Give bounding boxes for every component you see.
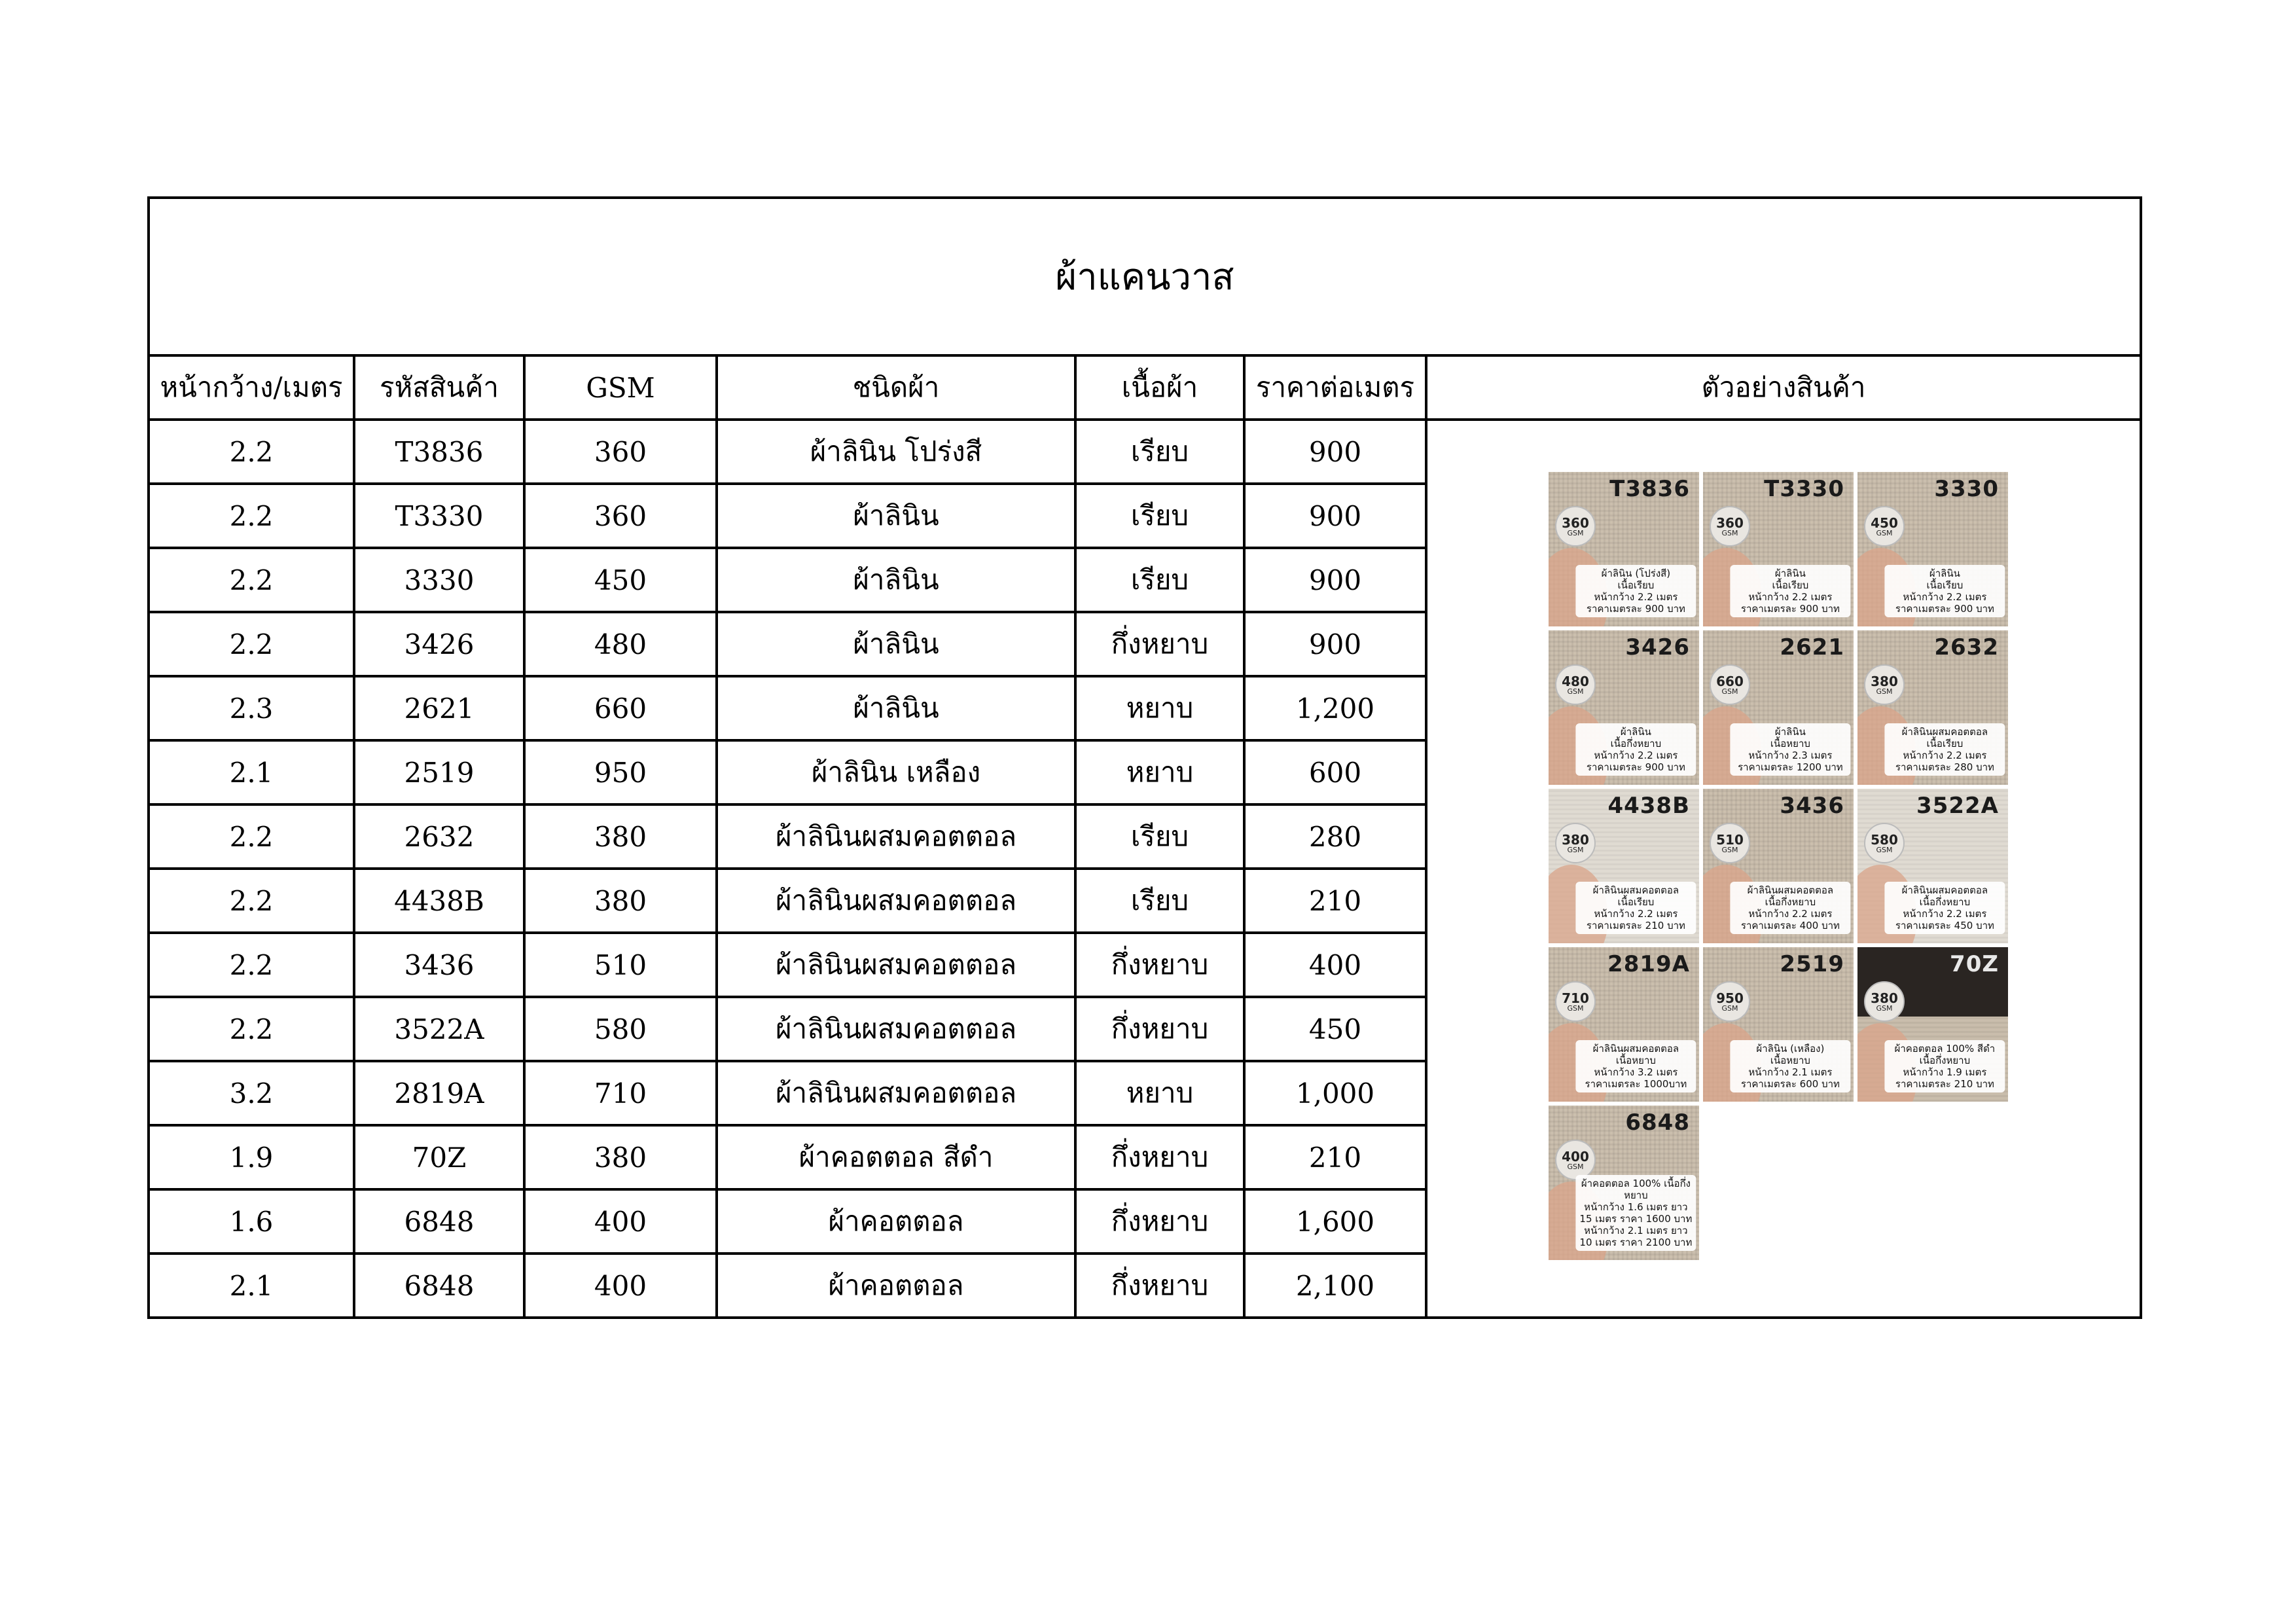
cell-price: 900	[1244, 484, 1426, 548]
cell-price: 1,200	[1244, 676, 1426, 740]
cell-price: 400	[1244, 933, 1426, 997]
sample-photo	[1703, 472, 1854, 626]
cell-gsm: 660	[524, 676, 717, 740]
sample-code: 3522A	[1916, 793, 1999, 819]
cell-width: 2.2	[149, 484, 354, 548]
cell-width: 2.2	[149, 420, 354, 484]
cell-type: ผ้าคอตตอล สีดำ	[717, 1125, 1075, 1189]
cell-gsm: 380	[524, 1125, 717, 1189]
cell-type: ผ้าคอตตอล	[717, 1189, 1075, 1254]
cell-code: 3436	[354, 933, 524, 997]
cell-type: ผ้าลินินผสมคอตตอล	[717, 1061, 1075, 1125]
gsm-unit: GSM	[1721, 687, 1738, 696]
gsm-unit: GSM	[1567, 687, 1584, 696]
cell-texture: กึ่งหยาบ	[1075, 997, 1244, 1061]
gsm-badge	[1555, 664, 1596, 705]
sample-gsm: 510	[1716, 831, 1744, 848]
cell-texture: กึ่งหยาบ	[1075, 612, 1244, 676]
cell-texture: กึ่งหยาบ	[1075, 933, 1244, 997]
gsm-unit: GSM	[1721, 1003, 1738, 1013]
cell-code: 6848	[354, 1254, 524, 1318]
cell-width: 2.2	[149, 612, 354, 676]
product-sample-cell	[1426, 420, 2141, 1318]
header-gsm: GSM	[524, 355, 717, 420]
cell-width: 1.9	[149, 1125, 354, 1189]
gsm-badge	[1555, 823, 1596, 863]
cell-price: 900	[1244, 548, 1426, 612]
sample-label: ผ้าลินิน เนื้อเรียบ หน้ากว้าง 2.2 เมตร ราคาเมตรละ 900 บาท	[1730, 565, 1850, 617]
sample-code: 2819A	[1607, 951, 1690, 977]
header-texture: เนื้อผ้า	[1075, 355, 1244, 420]
cell-type: ผ้าลินิน	[717, 484, 1075, 548]
sample-gsm: 360	[1562, 514, 1589, 531]
header-row	[149, 355, 2141, 420]
cell-price: 210	[1244, 1125, 1426, 1189]
cell-texture: หยาบ	[1075, 740, 1244, 804]
cell-gsm: 950	[524, 740, 717, 804]
cell-type: ผ้าคอตตอล	[717, 1254, 1075, 1318]
cell-width: 2.1	[149, 1254, 354, 1318]
gsm-badge	[1864, 664, 1905, 705]
gsm-unit: GSM	[1721, 845, 1738, 854]
gsm-badge	[1710, 981, 1750, 1022]
cell-gsm: 450	[524, 548, 717, 612]
cell-type: ผ้าลินินผสมคอตตอล	[717, 869, 1075, 933]
sample-photo	[1703, 789, 1854, 943]
cell-width: 2.2	[149, 997, 354, 1061]
cell-gsm: 360	[524, 420, 717, 484]
cell-type: ผ้าลินิน	[717, 612, 1075, 676]
cell-code: 3330	[354, 548, 524, 612]
cell-texture: กึ่งหยาบ	[1075, 1254, 1244, 1318]
sample-code: 70Z	[1950, 951, 1999, 977]
cell-gsm: 710	[524, 1061, 717, 1125]
cell-price: 1,000	[1244, 1061, 1426, 1125]
gsm-badge	[1864, 823, 1905, 863]
cell-code: T3330	[354, 484, 524, 548]
cell-texture: กึ่งหยาบ	[1075, 1189, 1244, 1254]
gsm-unit: GSM	[1876, 528, 1893, 537]
sample-gsm: 580	[1871, 831, 1898, 848]
cell-gsm: 400	[524, 1254, 717, 1318]
gsm-badge	[1710, 506, 1750, 547]
sample-code: 2621	[1780, 634, 1844, 660]
gsm-unit: GSM	[1876, 687, 1893, 696]
header-sample: ตัวอย่างสินค้า	[1426, 355, 2141, 420]
cell-gsm: 400	[524, 1189, 717, 1254]
gsm-badge	[1555, 1140, 1596, 1180]
gsm-unit: GSM	[1876, 1003, 1893, 1013]
cell-gsm: 380	[524, 804, 717, 869]
cell-price: 210	[1244, 869, 1426, 933]
gsm-unit: GSM	[1721, 528, 1738, 537]
cell-width: 2.1	[149, 740, 354, 804]
cell-texture: หยาบ	[1075, 1061, 1244, 1125]
cell-texture: กึ่งหยาบ	[1075, 1125, 1244, 1189]
cell-gsm: 480	[524, 612, 717, 676]
cell-type: ผ้าลินิน	[717, 676, 1075, 740]
sample-photo	[1703, 947, 1854, 1102]
cell-gsm: 510	[524, 933, 717, 997]
cell-code: 2621	[354, 676, 524, 740]
sample-photo	[1857, 472, 2008, 626]
sample-photo	[1703, 630, 1854, 785]
sample-label: ผ้าลินินผสมคอตตอล เนื้อเรียบ หน้ากว้าง 2.2 เมตร ราคาเมตรละ 210 บาท	[1575, 882, 1696, 934]
cell-code: T3836	[354, 420, 524, 484]
sample-code: 2519	[1780, 951, 1844, 977]
header-type: ชนิดผ้า	[717, 355, 1075, 420]
gsm-badge	[1864, 981, 1905, 1022]
sample-code: 6848	[1625, 1110, 1690, 1136]
sample-gsm: 380	[1562, 831, 1589, 848]
cell-width: 2.2	[149, 869, 354, 933]
gsm-badge	[1864, 506, 1905, 547]
cell-type: ผ้าลินิน โปร่งสี	[717, 420, 1075, 484]
cell-texture: หยาบ	[1075, 676, 1244, 740]
cell-price: 450	[1244, 997, 1426, 1061]
sample-photo-grid	[1549, 472, 2008, 1260]
sample-label: ผ้าลินิน เนื้อกึ่งหยาบ หน้ากว้าง 2.2 เมตร ราคาเมตรละ 900 บาท	[1575, 723, 1696, 776]
sample-photo	[1857, 630, 2008, 785]
sample-gsm: 360	[1716, 514, 1744, 531]
sample-label: ผ้าลินิน (โปร่งสี) เนื้อเรียบ หน้ากว้าง 2.2 เมตร ราคาเมตรละ 900 บาท	[1575, 565, 1696, 617]
sample-gsm: 380	[1871, 673, 1898, 689]
sample-label: ผ้าลินิน เนื้อหยาบ หน้ากว้าง 2.3 เมตร ราคาเมตรละ 1200 บาท	[1730, 723, 1850, 776]
cell-texture: เรียบ	[1075, 420, 1244, 484]
cell-price: 900	[1244, 420, 1426, 484]
gsm-badge	[1710, 823, 1750, 863]
sample-photo	[1549, 630, 1699, 785]
sample-label: ผ้าลินินผสมคอตตอล เนื้อกึ่งหยาบ หน้ากว้าง 2.2 เมตร ราคาเมตรละ 400 บาท	[1730, 882, 1850, 934]
cell-code: 3522A	[354, 997, 524, 1061]
sample-code: T3330	[1764, 476, 1844, 502]
cell-price: 900	[1244, 612, 1426, 676]
sample-photo	[1549, 472, 1699, 626]
sample-photo	[1549, 1106, 1699, 1260]
table-row	[149, 420, 2141, 484]
sample-code: 4438B	[1607, 793, 1690, 819]
cell-price: 2,100	[1244, 1254, 1426, 1318]
sample-photo	[1857, 789, 2008, 943]
cell-width: 3.2	[149, 1061, 354, 1125]
sample-gsm: 710	[1562, 990, 1589, 1006]
cell-code: 2819A	[354, 1061, 524, 1125]
sample-label: ผ้าลินินผสมคอตตอล เนื้อกึ่งหยาบ หน้ากว้าง 2.2 เมตร ราคาเมตรละ 450 บาท	[1884, 882, 2005, 934]
cell-code: 4438B	[354, 869, 524, 933]
sample-gsm: 950	[1716, 990, 1744, 1006]
gsm-badge	[1710, 664, 1750, 705]
cell-code: 2632	[354, 804, 524, 869]
gsm-unit: GSM	[1567, 528, 1584, 537]
cell-type: ผ้าลินินผสมคอตตอล	[717, 804, 1075, 869]
header-price: ราคาต่อเมตร	[1244, 355, 1426, 420]
gsm-unit: GSM	[1567, 1003, 1584, 1013]
cell-type: ผ้าลินินผสมคอตตอล	[717, 997, 1075, 1061]
sample-code: T3836	[1609, 476, 1690, 502]
cell-width: 2.2	[149, 548, 354, 612]
gsm-unit: GSM	[1567, 845, 1584, 854]
gsm-badge	[1555, 981, 1596, 1022]
sample-gsm: 380	[1871, 990, 1898, 1006]
sample-code: 3436	[1780, 793, 1844, 819]
cell-code: 6848	[354, 1189, 524, 1254]
cell-code: 70Z	[354, 1125, 524, 1189]
gsm-unit: GSM	[1876, 845, 1893, 854]
sample-photo	[1549, 789, 1699, 943]
cell-width: 1.6	[149, 1189, 354, 1254]
cell-price: 1,600	[1244, 1189, 1426, 1254]
canvas-price-table	[147, 196, 2142, 1319]
sample-code: 3330	[1934, 476, 1999, 502]
gsm-unit: GSM	[1567, 1162, 1584, 1171]
cell-type: ผ้าลินิน	[717, 548, 1075, 612]
cell-price: 600	[1244, 740, 1426, 804]
cell-texture: เรียบ	[1075, 804, 1244, 869]
sample-label: ผ้าลินินผสมคอตตอล เนื้อหยาบ หน้ากว้าง 3.2 เมตร ราคาเมตรละ 1000บาท	[1575, 1040, 1696, 1092]
sample-label: ผ้าคอตตอล 100% สีดำ เนื้อกึ่งหยาบ หน้ากว้าง 1.9 เมตร ราคาเมตรละ 210 บาท	[1884, 1040, 2005, 1092]
sample-photo	[1549, 947, 1699, 1102]
sample-code: 3426	[1625, 634, 1690, 660]
table-title: ผ้าแคนวาส	[149, 198, 2141, 355]
cell-width: 2.2	[149, 804, 354, 869]
sample-photo	[1857, 947, 2008, 1102]
sample-label: ผ้าลินิน (เหลือง) เนื้อหยาบ หน้ากว้าง 2.1 เมตร ราคาเมตรละ 600 บาท	[1730, 1040, 1850, 1092]
cell-width: 2.3	[149, 676, 354, 740]
cell-width: 2.2	[149, 933, 354, 997]
cell-code: 3426	[354, 612, 524, 676]
cell-code: 2519	[354, 740, 524, 804]
cell-texture: เรียบ	[1075, 548, 1244, 612]
header-code: รหัสสินค้า	[354, 355, 524, 420]
sample-gsm: 660	[1716, 673, 1744, 689]
cell-gsm: 360	[524, 484, 717, 548]
cell-type: ผ้าลินินผสมคอตตอล	[717, 933, 1075, 997]
cell-texture: เรียบ	[1075, 484, 1244, 548]
gsm-badge	[1555, 506, 1596, 547]
sample-gsm: 450	[1871, 514, 1898, 531]
sample-code: 2632	[1934, 634, 1999, 660]
cell-type: ผ้าลินิน เหลือง	[717, 740, 1075, 804]
sample-label: ผ้าลินิน เนื้อเรียบ หน้ากว้าง 2.2 เมตร ราคาเมตรละ 900 บาท	[1884, 565, 2005, 617]
sample-gsm: 480	[1562, 673, 1589, 689]
sample-label: ผ้าลินินผสมคอตตอล เนื้อเรียบ หน้ากว้าง 2.2 เมตร ราคาเมตรละ 280 บาท	[1884, 723, 2005, 776]
cell-price: 280	[1244, 804, 1426, 869]
header-width: หน้ากว้าง/เมตร	[149, 355, 354, 420]
sample-label: ผ้าคอตตอล 100% เนื้อกึ่งหยาบ หน้ากว้าง 1.6 เมตร ยาว 15 เมตร ราคา 1600 บาท หน้ากว้าง 2.1 เมตร ยาว 10 เมตร ราคา 2100 บาท	[1575, 1175, 1696, 1251]
cell-gsm: 580	[524, 997, 717, 1061]
cell-texture: เรียบ	[1075, 869, 1244, 933]
sample-gsm: 400	[1562, 1148, 1589, 1164]
cell-gsm: 380	[524, 869, 717, 933]
